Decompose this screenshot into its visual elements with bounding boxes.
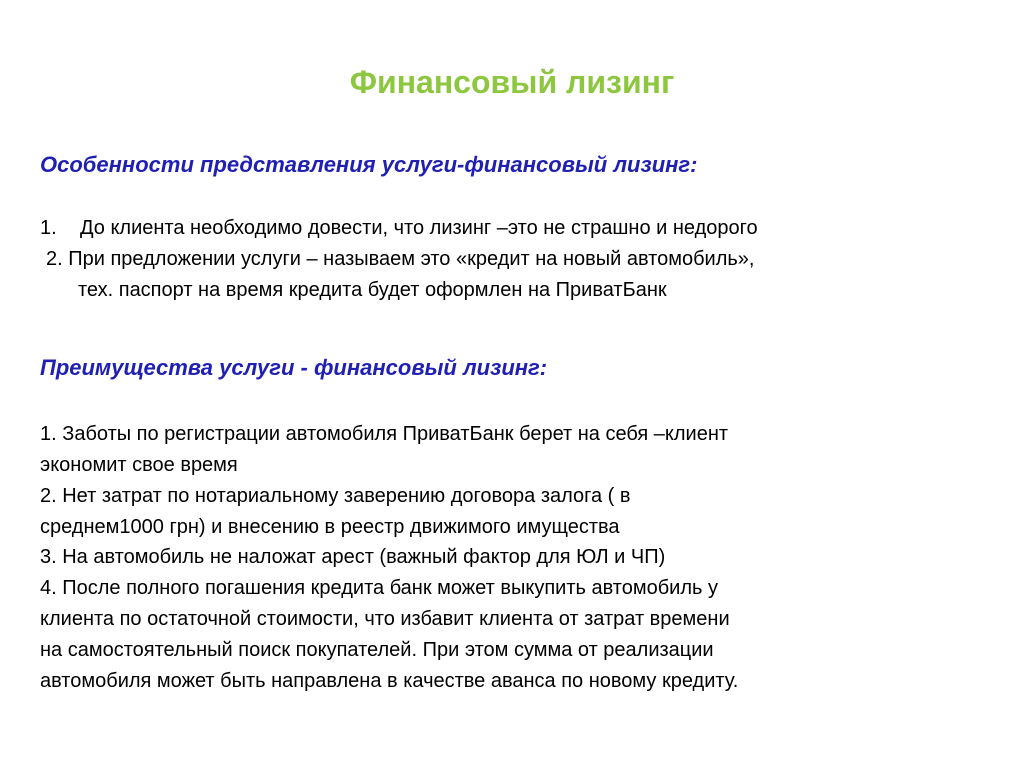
advantages-line: 2. Нет затрат по нотариальному заверению договора залога ( в bbox=[40, 485, 631, 507]
advantages-line: среднем1000 грн) и внесению в реестр движимого имущества bbox=[40, 516, 620, 538]
advantages-line: 1. Заботы по регистрации автомобиля ПриватБанк берет на себя –клиент bbox=[40, 423, 729, 445]
advantages-heading: Преимущества услуги - финансовый лизинг: bbox=[40, 355, 548, 380]
features-item-1-number: 1. bbox=[40, 217, 57, 239]
features-item-2-line-2: тех. паспорт на время кредита будет оформлен на ПриватБанк bbox=[78, 279, 667, 301]
slide-title: Финансовый лизинг bbox=[349, 64, 675, 100]
advantages-line: автомобиля может быть направлена в качестве аванса по новому кредиту. bbox=[40, 670, 739, 692]
advantages-line: 4. После полного погашения кредита банк может выкупить автомобиль у bbox=[40, 577, 718, 599]
advantages-line: 3. На автомобиль не наложат арест (важный фактор для ЮЛ и ЧП) bbox=[40, 546, 666, 568]
advantages-line: экономит свое время bbox=[40, 454, 238, 476]
features-heading: Особенности представления услуги-финансовый лизинг: bbox=[40, 152, 698, 177]
advantages-line: на самостоятельный поиск покупателей. При этом сумма от реализации bbox=[40, 639, 714, 661]
features-item-1-text: До клиента необходимо довести, что лизинг –это не страшно и недорого bbox=[80, 217, 758, 239]
features-item-1 bbox=[40, 213, 758, 243]
features-item-2-line-1: 2. При предложении услуги – называем это «кредит на новый автомобиль», bbox=[46, 248, 755, 270]
advantages-line: клиента по остаточной стоимости, что избавит клиента от затрат времени bbox=[40, 608, 730, 630]
